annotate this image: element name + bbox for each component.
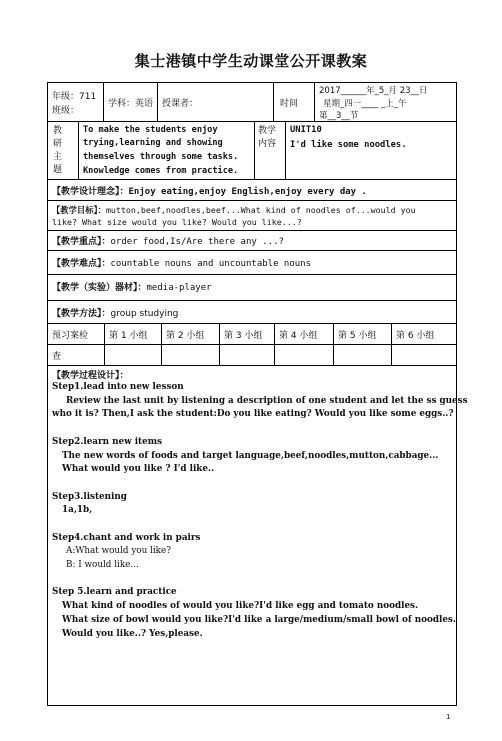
- concept-label: 【教学设计理念】：: [52, 187, 129, 197]
- process-line: Step2.learn new items: [52, 436, 162, 447]
- date-line-1: 2017______年_5_月 23__日: [319, 86, 428, 96]
- method-line: [52, 306, 178, 319]
- teacher-label: 授课者：: [162, 99, 199, 109]
- process-line: A:What would you like?: [66, 546, 171, 557]
- process-blank-line: [52, 518, 468, 532]
- class-label: 班级：: [52, 106, 80, 116]
- concept-text: Enjoy eating,enjoy English,enjoy every day .: [128, 187, 367, 197]
- group-1-header: [104, 324, 161, 344]
- content-label-cell: [254, 122, 285, 179]
- process-line: Step1.lead into new lesson: [52, 382, 184, 392]
- process-line: Step4.chant and work in pairs: [52, 532, 201, 543]
- process-blank-line: [52, 422, 468, 436]
- process-line: What would you like ? I'd like..: [62, 464, 215, 475]
- process-line: The new words of foods and target language,beef,noodles,mutton,cabbage...: [62, 450, 439, 461]
- group-4-label: 第 4 小组: [279, 331, 318, 341]
- group-5-header: [333, 324, 391, 344]
- process-line: Would you like..? Yes,please.: [62, 628, 203, 639]
- subject-cell: [103, 83, 157, 121]
- content-line-1: UNIT10: [290, 125, 322, 135]
- equipment-row: [47, 274, 457, 300]
- goals-label: 【教学目标】：: [52, 205, 106, 215]
- theme-line-1: To make the students enjoy: [83, 125, 218, 135]
- theme-label: 教研主题: [53, 126, 63, 175]
- difficulties-row: [47, 250, 457, 274]
- grade-class-cell: [48, 83, 103, 121]
- method-row: [47, 300, 457, 323]
- group-6-cell: [391, 345, 457, 365]
- grade-label: 年级：711: [52, 92, 97, 102]
- goals-row: [47, 200, 457, 230]
- group-2-label: 第 2 小组: [166, 331, 205, 341]
- subject-label: 学科：英语: [108, 99, 154, 109]
- process-line: who it is? Then,I ask the student:Do you like eating? Would you like some eggs..?: [52, 409, 454, 420]
- theme-text-cell: [78, 122, 254, 179]
- content-label: 教学内容: [258, 126, 277, 149]
- process-line: What size of bowl would you like?I'd like a large/medium/small bowl of noodles.: [62, 614, 456, 625]
- content-line-2: I'd like some noodles.: [290, 140, 407, 150]
- group-6-header: [391, 324, 457, 344]
- process-row: [47, 365, 468, 706]
- date-line-3: 第__3__节: [319, 111, 359, 121]
- difficulties-line: [52, 256, 311, 269]
- check-label-2: 查: [52, 352, 62, 362]
- key-points-label: 【教学重点】：: [52, 237, 111, 247]
- theme-row: [47, 121, 457, 179]
- group-2-cell: [161, 345, 219, 365]
- goals-text-2: like? What size would you like? Would you like...?: [52, 217, 302, 227]
- method-text: group studying: [110, 309, 179, 319]
- group-3-cell: [219, 345, 274, 365]
- process-line: B: I would like...: [66, 560, 139, 571]
- date-cell: [314, 83, 457, 121]
- group-3-label: 第 3 小组: [224, 331, 263, 341]
- equipment-label: 【教学（实验）器材】：: [52, 283, 147, 293]
- method-label: 【教学方法】：: [52, 309, 111, 319]
- group-1-label: 第 1 小组: [109, 331, 148, 341]
- check-label-cell: [48, 324, 104, 344]
- theme-line-2: trying,learning and showing: [83, 138, 223, 148]
- check-label-cell-2: [48, 345, 104, 365]
- key-points-line: [52, 234, 284, 247]
- group-5-label: 第 5 小组: [338, 331, 377, 341]
- page-number: 1: [446, 713, 451, 721]
- process-line: What kind of noodles of would you like?I'd like egg and tomato noodles.: [62, 601, 419, 612]
- concept-row: [47, 179, 457, 200]
- group-4-cell: [274, 345, 333, 365]
- groups-blank-row: [47, 344, 457, 365]
- difficulties-label: 【教学难点】：: [52, 259, 111, 269]
- process-lines: [52, 381, 468, 641]
- theme-label-cell: [48, 122, 78, 179]
- process-line: Review the last unit by listening a description of one student and let the ss guess: [66, 395, 468, 406]
- group-5-cell: [333, 345, 391, 365]
- process-blank-line: [52, 573, 468, 587]
- header-row: [47, 82, 457, 121]
- equipment-line: [52, 280, 212, 293]
- key-points-row: [47, 230, 457, 250]
- process-line: Step 5.learn and practice: [52, 587, 177, 598]
- process-line: Step3.listening: [52, 491, 127, 502]
- process-label: 【教学过程设计】：: [52, 371, 129, 381]
- group-6-label: 第 6 小组: [396, 331, 435, 341]
- content-text-cell: [285, 122, 457, 179]
- groups-header-row: [47, 323, 457, 344]
- time-label: 时间: [280, 99, 299, 109]
- page-title: 集士港镇中学生动课堂公开课教案: [134, 52, 368, 70]
- difficulties-text: countable nouns and uncountable nouns: [110, 259, 311, 269]
- group-4-header: [274, 324, 333, 344]
- equipment-text: media-player: [146, 283, 212, 293]
- group-3-header: [219, 324, 274, 344]
- concept-line: [52, 184, 367, 197]
- group-2-header: [161, 324, 219, 344]
- date-line-2: 星期_四一____ _上_午: [323, 99, 407, 109]
- goals-text-1: mutton,beef,noodles,beef...What kind of noodles of...would you: [105, 205, 416, 215]
- process-line: 1a,1b,: [62, 505, 93, 516]
- theme-line-3: themselves through some tasks.: [83, 152, 239, 162]
- teacher-cell: [157, 83, 273, 121]
- group-1-cell: [104, 345, 161, 365]
- goals-line-1: [52, 204, 416, 216]
- check-label-1: 预习案检: [52, 331, 89, 341]
- time-cell: [273, 83, 314, 121]
- theme-line-4: Knowledge comes from practice.: [83, 166, 239, 176]
- key-points-text: order food,Is/Are there any ...?: [110, 237, 284, 247]
- process-blank-line: [52, 477, 468, 491]
